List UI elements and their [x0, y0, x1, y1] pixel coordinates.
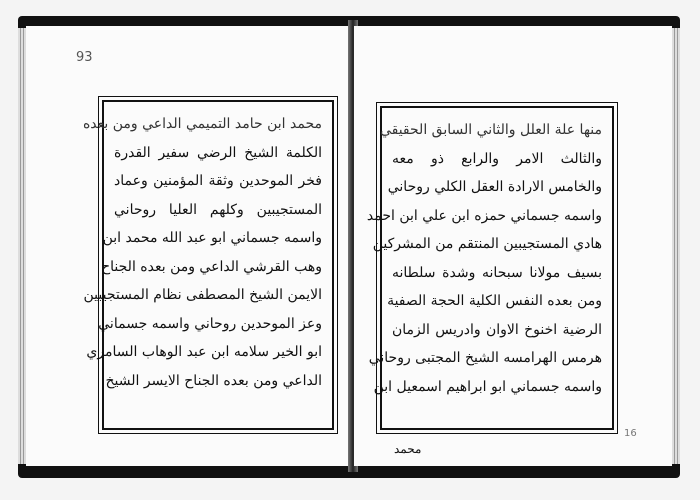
text-line: الكلمة الشيخ الرضي سفير القدرة	[114, 144, 322, 161]
text-line: واسمه جسماني ابو عبد الله محمد ابن	[102, 230, 322, 246]
left-page	[26, 26, 353, 466]
right-text-frame	[366, 106, 614, 430]
right-page	[354, 26, 672, 466]
text-line: الداعي ومن بعده الجناح الايسر الشيخ	[105, 372, 322, 389]
text-line: والثالث الامر والرابع ذو معه	[392, 150, 602, 167]
text-line: واسمه جسماني ابو ابراهيم اسمعيل ابن	[373, 378, 602, 395]
text-line: هرمس الهرامسه الشيخ المجتبى روحاني	[368, 350, 602, 366]
text-line: الرضية اخنوخ الاوان وادريس الزمان	[392, 321, 602, 338]
margin-mark: 16	[624, 428, 637, 439]
text-line: بسيف مولانا سبحانه وشدة سلطانه	[392, 264, 602, 281]
text-line: ومن بعده النفس الكلية الحجة الصفية	[387, 293, 602, 309]
text-line: واسمه جسماني حمزه ابن علي ابن احمد	[366, 207, 602, 224]
catchword: محمد	[394, 442, 422, 456]
text-line: المستجيبين وكلهم العليا روحاني	[114, 201, 322, 218]
text-line: فخر الموحدين وثقة المؤمنين وعماد	[114, 173, 322, 189]
text-line: هادي المستجيبين المنتقم من المشركين	[372, 236, 602, 252]
text-line: منها علة العلل والثاني السابق الحقيقي	[379, 122, 602, 138]
text-line: والخامس الارادة العقل الكلي روحاني	[387, 179, 602, 195]
folio-number: 93	[76, 50, 93, 65]
text-line: وعز الموحدين روحاني واسمه جسماني	[98, 315, 322, 332]
text-line: وهب القرشي الداعي ومن بعده الجناح	[101, 258, 322, 275]
text-line: ابو الخير سلامه ابن عبد الوهاب السامري	[86, 344, 322, 360]
open-book	[18, 16, 680, 478]
text-line: الايمن الشيخ المصطفى نظام المستجيبين	[83, 287, 322, 303]
left-text-frame	[82, 100, 334, 430]
text-line: محمد ابن حامد التميمي الداعي ومن بعده	[82, 116, 322, 132]
